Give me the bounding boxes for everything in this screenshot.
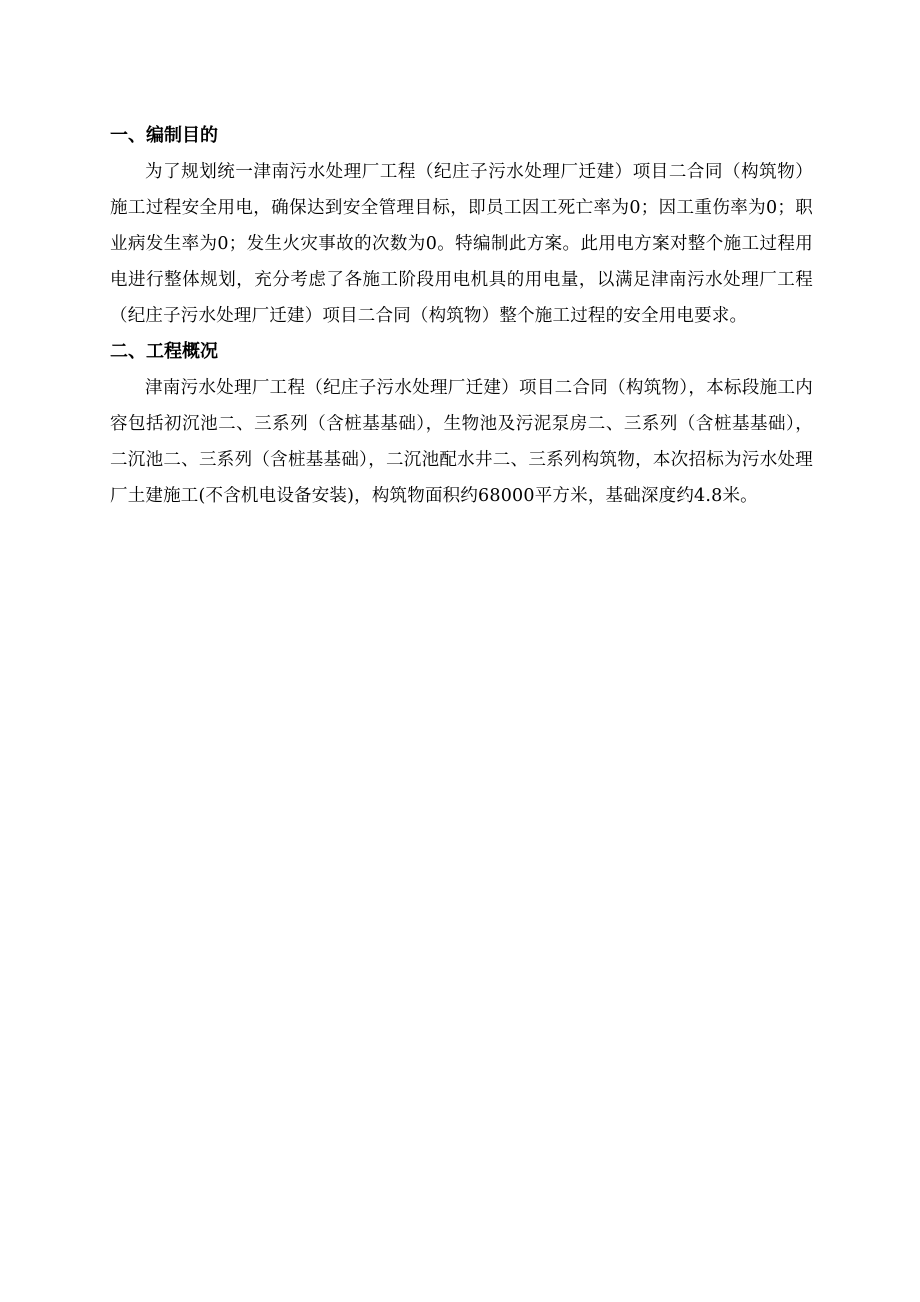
document-body [110,118,813,514]
section-heading-overview: 二、工程概况 [110,341,218,362]
section-paragraph-overview: 津南污水处理厂工程（纪庄子污水处理厂迁建）项目二合同（构筑物），本标段施工内容包括初沉池二、三系列（含桩基基础），生物池及污泥泵房二、三系列（含桩基基础），二沉池二、三系列（含桩基基础），二沉池配水井二、三系列构筑物，本次招标为污水处理厂土建施工(不含机电设备安装)，构筑物面积约68000平方米，基础深度约4.8米。 [110,378,813,506]
section-paragraph-purpose: 为了规划统一津南污水处理厂工程（纪庄子污水处理厂迁建）项目二合同（构筑物）施工过程安全用电，确保达到安全管理目标，即员工因工死亡率为0；因工重伤率为0；职业病发生率为0；发生火灾事故的次数为0。特编制此方案。此用电方案对整个施工过程用电进行整体规划，充分考虑了各施工阶段用电机具的用电量，以满足津南污水处理厂工程（纪庄子污水处理厂迁建）项目二合同（构筑物）整个施工过程的安全用电要求。 [110,162,813,326]
section-heading-purpose: 一、编制目的 [110,125,218,146]
